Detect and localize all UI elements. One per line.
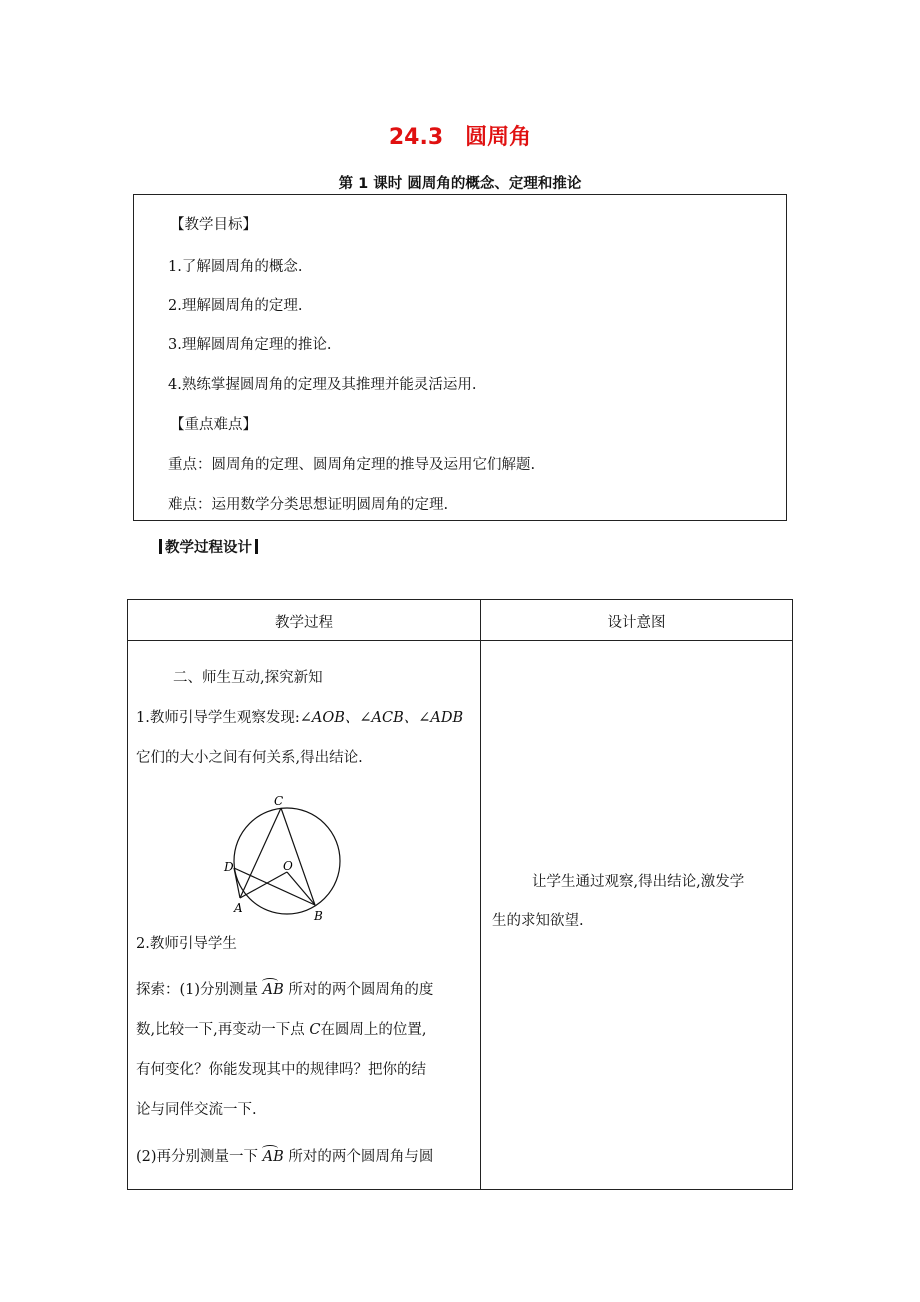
process-line xyxy=(136,706,463,727)
label-o: O xyxy=(283,859,293,873)
segment-ob xyxy=(287,872,315,905)
process-text: 所对的两个圆周角与圆 xyxy=(288,1149,434,1165)
segment-db xyxy=(234,868,315,905)
process-text: 在圆周上的位置, xyxy=(320,1022,427,1038)
process-line: 二、师生互动,探究新知 xyxy=(173,670,323,686)
segment-ca xyxy=(240,808,281,898)
process-line: 2.教师引导学生 xyxy=(136,936,237,952)
key-point-text: 重点：圆周角的定理、圆周角定理的推导及运用它们解题. xyxy=(168,457,536,473)
label-b: B xyxy=(314,909,323,923)
process-text: (2)再分别测量一下 xyxy=(136,1149,259,1165)
teaching-goals-box xyxy=(133,194,787,521)
circle-diagram xyxy=(224,794,384,925)
column-divider xyxy=(480,600,481,1189)
heading-bar-left xyxy=(159,539,162,554)
teaching-process-table xyxy=(127,599,793,1190)
key-points-heading: 【重点难点】 xyxy=(170,417,257,433)
arc-ab: AB xyxy=(262,982,284,998)
angle-list: ∠AOB、∠ACB、∠ADB xyxy=(299,710,464,726)
label-c: C xyxy=(274,794,284,808)
goal-item: 2.理解圆周角的定理. xyxy=(168,298,303,314)
process-design-heading xyxy=(156,536,261,557)
label-a: A xyxy=(234,901,243,915)
goal-item: 1.了解圆周角的概念. xyxy=(168,259,303,275)
document-title: 24.3 圆周角 xyxy=(388,125,532,150)
segment-cb xyxy=(281,808,315,905)
process-text: 1.教师引导学生观察发现: xyxy=(136,710,300,726)
point-c: C xyxy=(309,1022,321,1038)
segment-oa xyxy=(240,872,287,898)
difficult-point-text: 难点：运用数学分类思想证明圆周角的定理. xyxy=(168,497,449,513)
goal-item: 4.熟练掌握圆周角的定理及其推理并能灵活运用. xyxy=(168,377,477,393)
col-header-intent: 设计意图 xyxy=(607,615,666,631)
intent-line: 让学生通过观察,得出结论,激发学 xyxy=(532,874,745,890)
header-divider xyxy=(128,640,792,641)
process-design-label: 教学过程设计 xyxy=(165,540,252,556)
process-text: 所对的两个圆周角的度 xyxy=(288,982,434,998)
goal-item: 3.理解圆周角定理的推论. xyxy=(168,337,332,353)
lesson-subtitle: 第 1 课时 圆周角的概念、定理和推论 xyxy=(338,176,582,192)
process-line xyxy=(136,978,433,999)
arc-ab: AB xyxy=(262,1149,284,1165)
process-line: 有何变化？你能发现其中的规律吗？把你的结 xyxy=(136,1062,426,1078)
label-d: D xyxy=(224,860,234,874)
heading-bar-right xyxy=(255,539,258,554)
process-line xyxy=(136,1018,427,1039)
intent-line: 生的求知欲望. xyxy=(492,913,584,929)
process-line xyxy=(136,1145,433,1166)
process-line: 它们的大小之间有何关系,得出结论. xyxy=(136,750,363,766)
process-text: 探索：(1)分别测量 xyxy=(136,982,259,998)
col-header-process: 教学过程 xyxy=(275,615,333,631)
process-text: 数,比较一下,再变动一下点 xyxy=(136,1022,305,1038)
goals-heading: 【教学目标】 xyxy=(170,217,257,233)
process-line: 论与同伴交流一下. xyxy=(136,1102,257,1118)
